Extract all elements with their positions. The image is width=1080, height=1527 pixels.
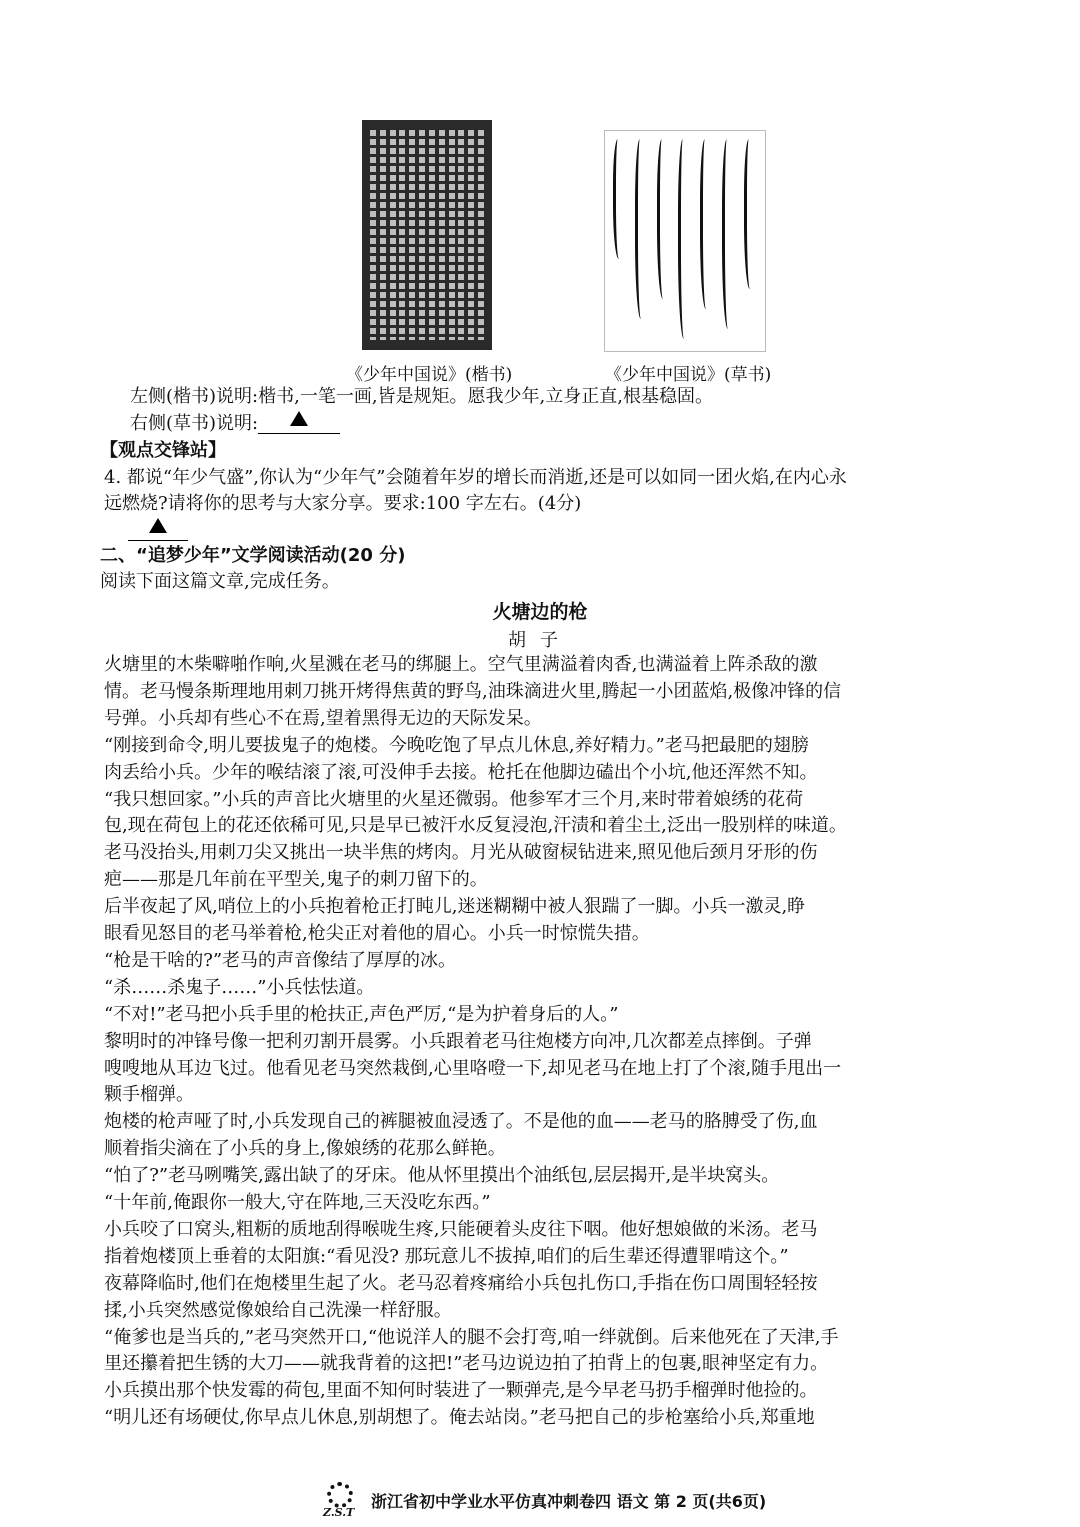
article-line: 后半夜起了风,哨位上的小兵抱着枪正打盹儿,迷迷糊糊中被人狠踹了一脚。小兵一激灵,睁: [104, 896, 806, 918]
footer-text: 浙江省初中学业水平仿真冲刺卷四 语文 第 2 页(共6页): [371, 1491, 767, 1511]
q4-line2: 远燃烧?请将你的思考与大家分享。要求:100 字左右。(4分): [104, 493, 582, 514]
article-line: “杀……杀鬼子……”小兵怯怯道。: [104, 976, 375, 998]
article-line: 里还攥着把生锈的大刀——就我背着的这把!”老马边说边拍了拍背上的包裹,眼神坚定有力。: [104, 1353, 829, 1375]
caption-left: 《少年中国说》(楷书): [346, 365, 513, 385]
section2-instruction: 阅读下面这篇文章,完成任务。: [100, 571, 340, 592]
article-line: 炮楼的枪声哑了时,小兵发现自己的裤腿被血浸透了。不是他的血——老马的胳膊受了伤,血: [104, 1111, 818, 1133]
article-author: 胡子: [508, 630, 572, 651]
answer-blank[interactable]: [258, 407, 340, 434]
article-line: 小兵咬了口窝头,粗粝的质地刮得喉咙生疼,只能硬着头皮往下咽。他好想娘做的米汤。老马: [104, 1218, 818, 1240]
article-line: 夜幕降临时,他们在炮楼里生起了火。老马忍着疼痛给小兵包扎伤口,手指在伤口周围轻轻按: [104, 1272, 818, 1294]
q4-line1: 4. 都说“年少气盛”,你认为“少年气”会随着年岁的增长而消逝,还是可以如同一团火焰,在内心永: [104, 467, 847, 488]
article-line: 老马没抬头,用刺刀尖又挑出一块半焦的烤肉。月光从破窗棂钻进来,照见他后颈月牙形的伤: [104, 842, 818, 864]
article-line: 揉,小兵突然感觉像娘给自己洗澡一样舒服。: [104, 1299, 452, 1321]
article-line: “不对!”老马把小兵手里的枪扶正,声色严厉,“是为护着身后的人。”: [104, 1003, 619, 1025]
caoshu-calligraphy-image: [604, 130, 766, 352]
article-line: 火塘里的木柴噼啪作响,火星溅在老马的绑腿上。空气里满溢着肉香,也满溢着上阵杀敌的激: [104, 654, 818, 675]
desc-left: 左侧(楷书)说明:楷书,一笔一画,皆是规矩。愿我少年,立身正直,根基稳固。: [130, 386, 713, 407]
desc-right-label: 右侧(草书)说明:: [130, 413, 259, 434]
article-line: 情。老马慢条斯理地用刺刀挑开烤得焦黄的野鸟,油珠滴进火里,腾起一小团蓝焰,极像冲锋的信: [104, 680, 842, 702]
section2-heading: 二、“追梦少年”文学阅读活动(20 分): [100, 545, 406, 566]
article-line: 嗖嗖地从耳边飞过。他看见老马突然栽倒,心里咯噔一下,却见老马在地上打了个滚,随手甩出一: [104, 1057, 842, 1079]
footer: [315, 1480, 766, 1520]
article-line: “十年前,俺跟你一般大,守在阵地,三天没吃东西。”: [104, 1192, 491, 1213]
article-line: 指着炮楼顶上垂着的太阳旗:“看见没? 那玩意儿不拔掉,咱们的后生辈还得遭罪啃这个。”: [104, 1245, 789, 1267]
article-line: 疤——那是几年前在平型关,鬼子的刺刀留下的。: [104, 869, 488, 891]
article-line: 颗手榴弹。: [104, 1084, 194, 1106]
desc-right: [130, 411, 340, 438]
triangle-marker-icon: [149, 518, 167, 533]
article-line: 顺着指尖滴在了小兵的身上,像娘绣的花那么鲜艳。: [104, 1138, 506, 1160]
article-line: 小兵摸出那个快发霉的荷包,里面不知何时装进了一颗弹壳,是今早老马扔手榴弹时他捡的。: [104, 1380, 818, 1402]
article-line: “俺爹也是当兵的,”老马突然开口,“他说洋人的腿不会打弯,咱一绊就倒。后来他死在了天津,手: [104, 1326, 839, 1348]
article-line: “明儿还有场硬仗,你早点儿休息,别胡想了。俺去站岗。”老马把自己的步枪塞给小兵,郑重地: [104, 1407, 815, 1429]
article-line: “我只想回家。”小兵的声音比火塘里的火星还微弱。他参军才三个月,来时带着娘绣的花荷: [104, 788, 804, 810]
article-line: “怕了?”老马咧嘴笑,露出缺了的牙床。他从怀里摸出个油纸包,层层揭开,是半块窝头。: [104, 1165, 780, 1187]
caption-right: 《少年中国说》(草书): [605, 365, 772, 385]
q4-answer-blank[interactable]: [128, 518, 188, 545]
article-line: 肉丢给小兵。少年的喉结滚了滚,可没伸手去接。枪托在他脚边磕出个小坑,他还浑然不知。: [104, 761, 818, 783]
article-line: 眼看见怒目的老马举着枪,枪尖正对着他的眉心。小兵一时惊慌失措。: [104, 923, 650, 944]
publisher-logo-icon: Z.S.T: [315, 1480, 367, 1520]
article-title: 火塘边的枪: [492, 601, 588, 623]
article-line: “枪是干啥的?”老马的声音像结了厚厚的冰。: [104, 949, 457, 971]
article-line: “刚接到命令,明儿要拔鬼子的炮楼。今晚吃饱了早点儿休息,养好精力。”老马把最肥的翅膀: [104, 734, 809, 756]
article-line: 包,现在荷包上的花还依稀可见,只是早已被汗水反复浸泡,汗渍和着尘土,泛出一股别样的味道。: [104, 815, 847, 837]
triangle-marker-icon: [290, 411, 308, 426]
article-line: 黎明时的冲锋号像一把利刃割开晨雾。小兵跟着老马往炮楼方向冲,几次都差点摔倒。子弹: [104, 1030, 812, 1052]
section-header: 【观点交锋站】: [100, 440, 226, 461]
article-line: 号弹。小兵却有些心不在焉,望着黑得无边的天际发呆。: [104, 707, 542, 729]
kaishu-calligraphy-image: [362, 120, 492, 350]
